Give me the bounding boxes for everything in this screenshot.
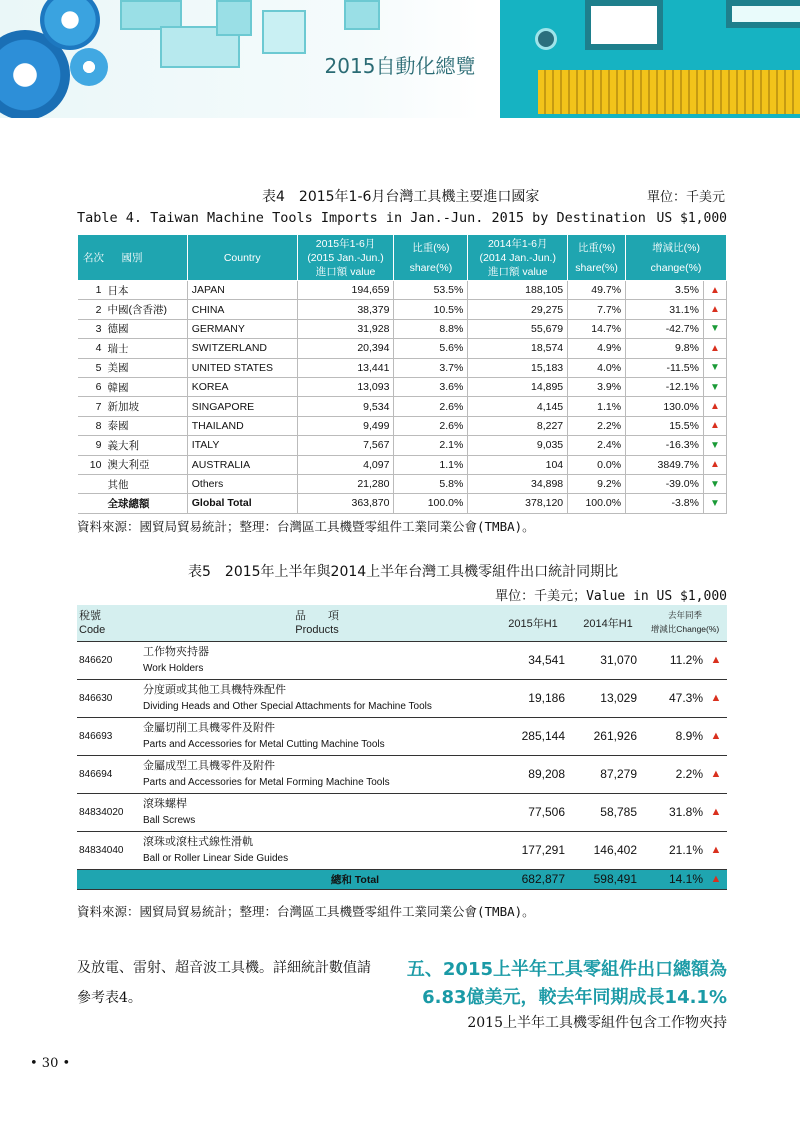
product-name-en: Ball or Roller Linear Side Guides [143,853,289,864]
product-cell [141,641,493,679]
up-arrow-icon: ▲ [703,455,726,474]
up-arrow-icon: ▲ [703,416,726,435]
product-name-en: Work Holders [143,663,204,674]
table-row [78,377,727,396]
up-arrow-icon: ▲ [705,717,727,755]
country-en-cell: SINGAPORE [187,397,297,416]
share-2015-cell: 5.6% [394,339,468,358]
rank-cell [78,474,104,493]
share-2014-cell: 2.4% [568,436,626,455]
change-cell: -39.0% [626,474,704,493]
h2015-cell: 285,144 [493,717,573,755]
share-2015-cell: 5.8% [394,474,468,493]
header-rank-country: 名次 國別 [78,235,188,281]
change-cell: 21.1% [643,831,705,869]
share-2015-cell: 10.5% [394,300,468,319]
rank-cell: 10 [78,455,104,474]
share-2014-cell: 0.0% [568,455,626,474]
value-2014-cell: 378,120 [468,494,568,513]
table-row [77,755,727,793]
share-2015-cell: 3.6% [394,377,468,396]
country-zh-cell: 美國 [103,358,187,377]
rank-cell: 7 [78,397,104,416]
total-row [77,869,727,889]
share-2014-cell: 9.2% [568,474,626,493]
header-code: 稅號 Code [77,605,141,641]
change-cell: 3.5% [626,281,704,300]
header-banner [0,0,800,118]
header-share-2015: 比重(%) share(%) [394,235,468,281]
product-name-zh: 金屬成型工具機零件及附件 [143,759,275,772]
country-en-cell: UNITED STATES [187,358,297,377]
rank-cell: 3 [78,319,104,338]
table-row [78,358,727,377]
body-paragraph-right: 2015上半年工具機零組件包含工作物夾持 [467,1015,727,1031]
up-arrow-icon: ▲ [703,281,726,300]
value-2015-cell: 9,499 [297,416,394,435]
rank-cell: 6 [78,377,104,396]
value-2015-cell: 7,567 [297,436,394,455]
value-2015-cell: 194,659 [297,281,394,300]
value-2015-cell: 363,870 [297,494,394,513]
share-2014-cell: 3.9% [568,377,626,396]
change-cell: -3.8% [626,494,704,513]
value-2015-cell: 38,379 [297,300,394,319]
h2014-cell: 58,785 [573,793,643,831]
table-row [78,319,727,338]
table4-caption: 表4 2015年1-6月台灣工具機主要進口國家 [262,189,540,205]
change-cell: 130.0% [626,397,704,416]
header-2015: 2015年1-6月 (2015 Jan.-Jun.) 進口額 value [297,235,394,281]
product-name-zh: 工作物夾持器 [143,645,209,658]
country-zh-cell: 日本 [103,281,187,300]
h2015-cell: 77,506 [493,793,573,831]
total-h2015: 682,877 [493,869,573,889]
change-cell: -42.7% [626,319,704,338]
value-2014-cell: 14,895 [468,377,568,396]
change-cell: 11.2% [643,641,705,679]
table-row [78,397,727,416]
table4-source: 資料來源：國貿局貿易統計；整理：台灣區工具機暨零組件工業同業公會(TMBA)。 [77,519,535,534]
rank-cell: 9 [78,436,104,455]
product-cell [141,831,493,869]
imports-table [77,234,727,514]
value-2015-cell: 13,441 [297,358,394,377]
change-cell: 8.9% [643,717,705,755]
country-zh-cell: 新加坡 [103,397,187,416]
table4-unit-en: US $1,000 [656,211,727,226]
rank-cell [78,494,104,513]
product-name-zh: 滾珠或滾柱式線性滑軌 [143,835,253,848]
value-2014-cell: 15,183 [468,358,568,377]
share-2014-cell: 49.7% [568,281,626,300]
value-2014-cell: 29,275 [468,300,568,319]
value-2014-cell: 188,105 [468,281,568,300]
page-number: • 30 • [30,1056,71,1071]
rank-cell: 4 [78,339,104,358]
value-2014-cell: 4,145 [468,397,568,416]
country-en-cell: AUSTRALIA [187,455,297,474]
value-2015-cell: 20,394 [297,339,394,358]
value-2014-cell: 104 [468,455,568,474]
table-row [77,717,727,755]
product-name-en: Ball Screws [143,815,196,826]
country-zh-cell: 中國(含香港) [103,300,187,319]
share-2014-cell: 1.1% [568,397,626,416]
value-2014-cell: 18,574 [468,339,568,358]
rank-cell: 8 [78,416,104,435]
table-row [78,494,727,513]
up-arrow-icon: ▲ [703,397,726,416]
share-2015-cell: 2.1% [394,436,468,455]
value-2014-cell: 9,035 [468,436,568,455]
h2014-cell: 261,926 [573,717,643,755]
code-cell: 846630 [77,679,141,717]
total-change: 14.1% [643,869,705,889]
share-2014-cell: 4.0% [568,358,626,377]
h2014-cell: 146,402 [573,831,643,869]
share-2014-cell: 7.7% [568,300,626,319]
rank-cell: 1 [78,281,104,300]
rank-cell: 5 [78,358,104,377]
change-cell: 9.8% [626,339,704,358]
down-arrow-icon: ▼ [703,436,726,455]
chip-icon [726,0,800,28]
share-2015-cell: 8.8% [394,319,468,338]
circuit-node-icon [535,28,557,50]
country-en-cell: ITALY [187,436,297,455]
share-2015-cell: 53.5% [394,281,468,300]
value-2014-cell: 34,898 [468,474,568,493]
share-2015-cell: 3.7% [394,358,468,377]
down-arrow-icon: ▼ [703,474,726,493]
country-en-cell: SWITZERLAND [187,339,297,358]
value-2015-cell: 21,280 [297,474,394,493]
table4-unit: 單位：千美元 [647,190,726,205]
change-cell: 31.1% [626,300,704,319]
down-arrow-icon: ▼ [703,494,726,513]
change-cell: 15.5% [626,416,704,435]
change-cell: -11.5% [626,358,704,377]
table-row [78,300,727,319]
country-zh-cell: 澳大利亞 [103,455,187,474]
share-2014-cell: 4.9% [568,339,626,358]
country-en-cell: Others [187,474,297,493]
h2015-cell: 34,541 [493,641,573,679]
total-h2014: 598,491 [573,869,643,889]
down-arrow-icon: ▼ [703,358,726,377]
table-row [77,793,727,831]
rank-cell: 2 [78,300,104,319]
table-row [77,641,727,679]
table-row [78,416,727,435]
country-zh-cell: 德國 [103,319,187,338]
share-2014-cell: 100.0% [568,494,626,513]
header-2014: 2014年1-6月 (2014 Jan.-Jun.) 進口額 value [468,235,568,281]
share-2014-cell: 14.7% [568,319,626,338]
share-2015-cell: 100.0% [394,494,468,513]
total-label: 總和 Total [77,869,493,889]
product-name-en: Parts and Accessories for Metal Cutting Machine Tools [143,739,385,750]
table5-caption: 表5 2015年上半年與2014上半年台灣工具機零組件出口統計同期比 [188,564,619,580]
h2015-cell: 177,291 [493,831,573,869]
header-yoy-change: 去年同季 增減比Change(%) [643,605,727,641]
up-arrow-icon: ▲ [703,300,726,319]
section-heading: 五、2015上半年工具零組件出口總額為 6.83億美元，較去年同期成長14.1% [406,959,727,1008]
country-en-cell: KOREA [187,377,297,396]
header-h2014: 2014年H1 [573,605,643,641]
product-name-zh: 分度頭或其他工具機特殊配件 [143,683,286,696]
header-h2015: 2015年H1 [493,605,573,641]
country-zh-cell: 瑞士 [103,339,187,358]
up-arrow-icon: ▲ [705,679,727,717]
product-name-zh: 金屬切削工具機零件及附件 [143,721,275,734]
code-cell: 84834020 [77,793,141,831]
value-2014-cell: 8,227 [468,416,568,435]
country-en-cell: JAPAN [187,281,297,300]
code-cell: 846620 [77,641,141,679]
country-zh-cell: 義大利 [103,436,187,455]
table-row [78,281,727,300]
product-name-en: Parts and Accessories for Metal Forming Machine Tools [143,777,390,788]
table-row [78,474,727,493]
product-cell [141,717,493,755]
table5-source: 資料來源：國貿局貿易統計；整理：台灣區工具機暨零組件工業同業公會(TMBA)。 [77,904,535,919]
change-cell: 2.2% [643,755,705,793]
value-2015-cell: 4,097 [297,455,394,474]
code-cell: 846693 [77,717,141,755]
share-2015-cell: 2.6% [394,397,468,416]
page-header-title: 2015自動化總覽 [324,54,476,78]
h2014-cell: 87,279 [573,755,643,793]
up-arrow-icon: ▲ [705,641,727,679]
header-change: 增減比(%) change(%) [626,235,727,281]
value-2015-cell: 9,534 [297,397,394,416]
change-cell: -12.1% [626,377,704,396]
header-share-2014: 比重(%) share(%) [568,235,626,281]
table5-unit: 單位：千美元；Value in US $1,000 [495,589,727,604]
down-arrow-icon: ▼ [703,377,726,396]
h2015-cell: 89,208 [493,755,573,793]
country-en-cell: Global Total [187,494,297,513]
table-row [78,436,727,455]
up-arrow-icon: ▲ [705,755,727,793]
chip-icon [585,0,663,50]
change-cell: 47.3% [643,679,705,717]
product-cell [141,679,493,717]
up-arrow-icon: ▲ [705,869,727,889]
country-en-cell: THAILAND [187,416,297,435]
product-name-zh: 滾珠螺桿 [143,797,187,810]
table-row [78,339,727,358]
product-cell [141,793,493,831]
header-products: 品 項 Products [141,605,493,641]
table4-caption-en: Table 4. Taiwan Machine Tools Imports in Jan.-Jun. 2015 by Destination [77,210,646,226]
up-arrow-icon: ▲ [703,339,726,358]
product-cell [141,755,493,793]
value-2014-cell: 55,679 [468,319,568,338]
country-zh-cell: 其他 [103,474,187,493]
exports-table [77,605,727,890]
country-en-cell: GERMANY [187,319,297,338]
country-zh-cell: 韓國 [103,377,187,396]
down-arrow-icon: ▼ [703,319,726,338]
change-cell: 3849.7% [626,455,704,474]
up-arrow-icon: ▲ [705,793,727,831]
code-cell: 84834040 [77,831,141,869]
table-row [77,679,727,717]
table-row [77,831,727,869]
share-2014-cell: 2.2% [568,416,626,435]
country-en-cell: CHINA [187,300,297,319]
change-cell: -16.3% [626,436,704,455]
h2014-cell: 13,029 [573,679,643,717]
country-zh-cell: 泰國 [103,416,187,435]
share-2015-cell: 2.6% [394,416,468,435]
value-2015-cell: 31,928 [297,319,394,338]
body-paragraph: 及放電、雷射、超音波工具機。詳細統計數值請 參考表4。 [77,960,371,1006]
change-cell: 31.8% [643,793,705,831]
h2014-cell: 31,070 [573,641,643,679]
code-cell: 846694 [77,755,141,793]
value-2015-cell: 13,093 [297,377,394,396]
up-arrow-icon: ▲ [705,831,727,869]
product-name-en: Dividing Heads and Other Special Attachments for Machine Tools [143,701,432,712]
table-row [78,455,727,474]
country-zh-cell: 全球總額 [103,494,187,513]
share-2015-cell: 1.1% [394,455,468,474]
h2015-cell: 19,186 [493,679,573,717]
header-country: Country [187,235,297,281]
